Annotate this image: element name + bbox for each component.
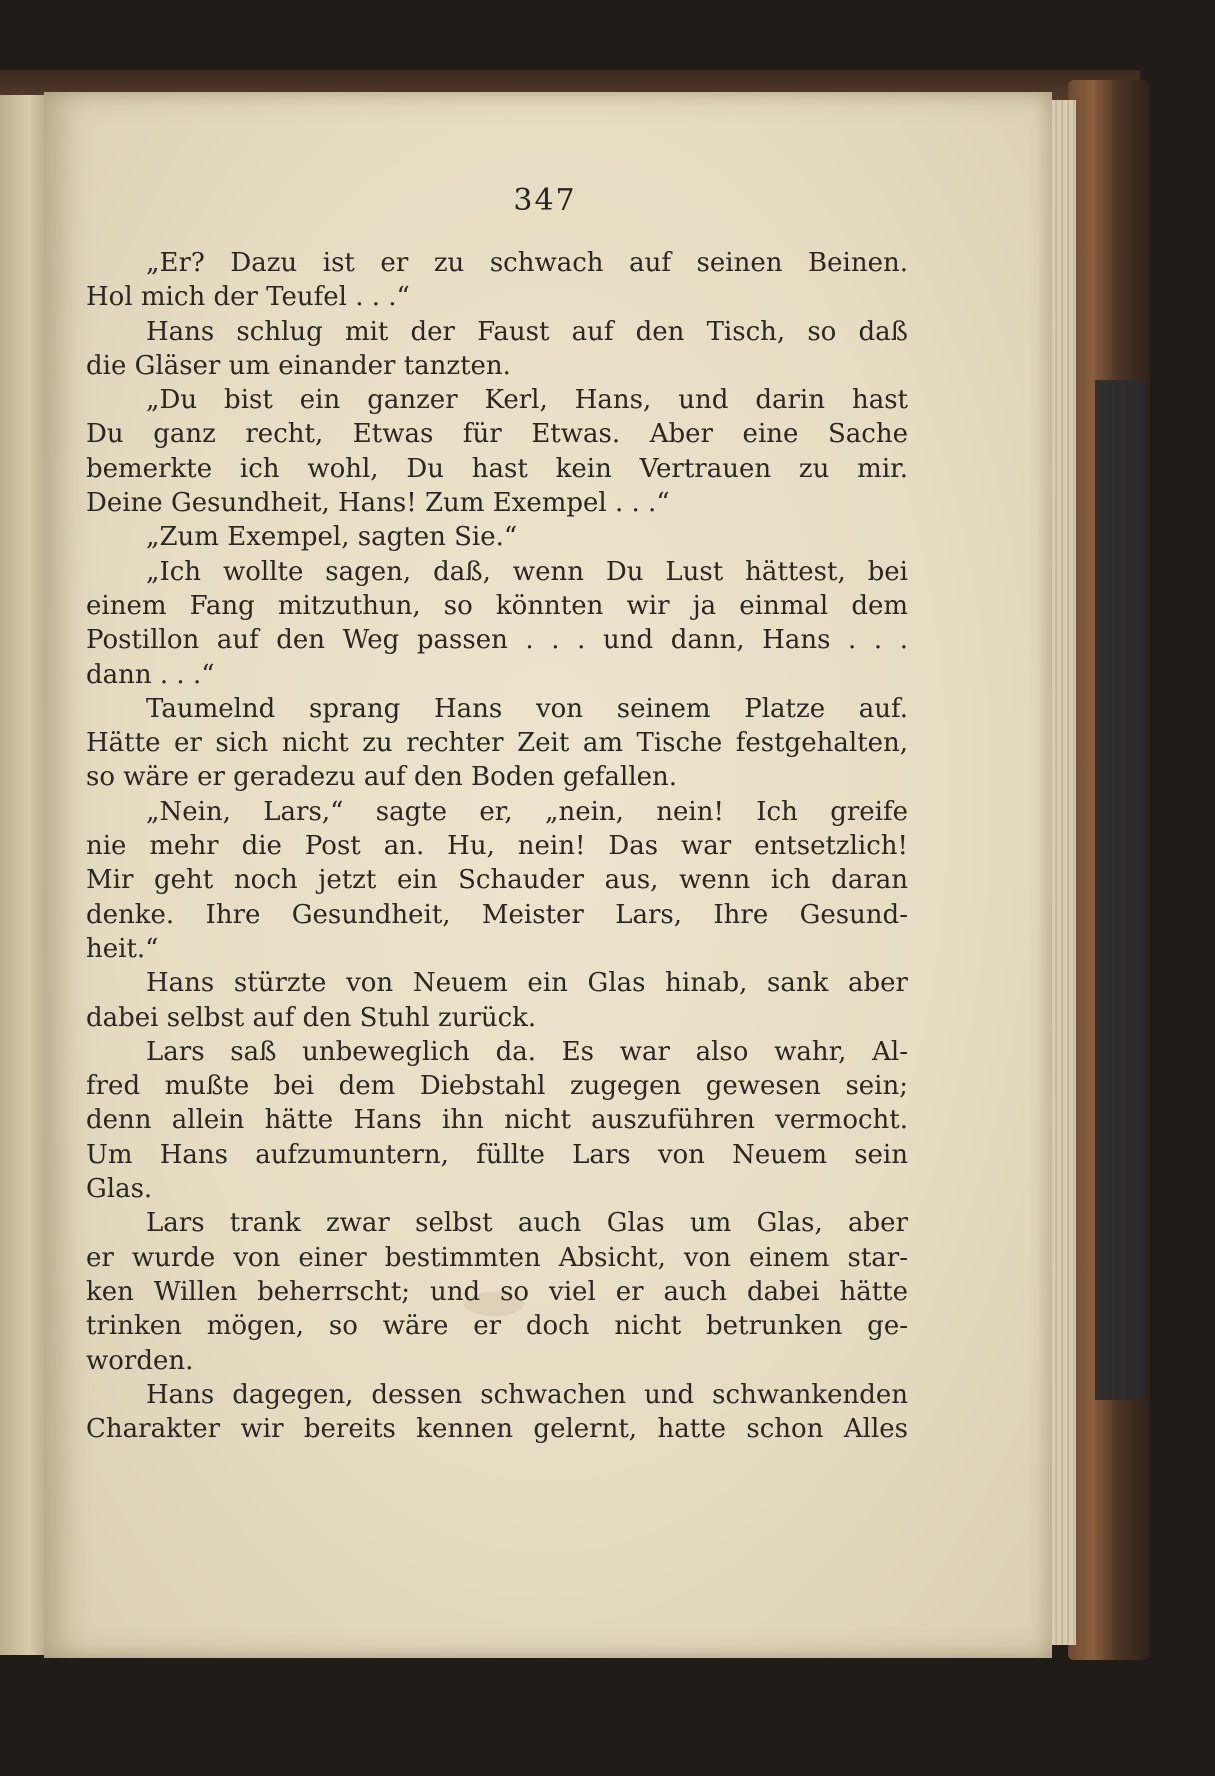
text-line: Hans dagegen, dessen schwachen und schwankenden [146, 1379, 908, 1410]
page-number: 347 [513, 183, 577, 218]
text-line: Hans schlug mit der Faust auf den Tisch, so daß [146, 316, 908, 347]
text-line: „Er? Dazu ist er zu schwach auf seinen Beinen. [146, 248, 908, 278]
text-line: heit.“ [86, 933, 159, 964]
text-line: denke. Ihre Gesundheit, Meister Lars, Ihre Gesund- [86, 899, 908, 930]
text-line: einem Fang mitzuthun, so könnten wir ja einmal dem [86, 590, 908, 621]
text-line: Hätte er sich nicht zu rechter Zeit am Tische festgehalten, [86, 728, 908, 759]
text-line: trinken mögen, so wäre er doch nicht betrunken ge- [86, 1311, 908, 1342]
text-line: dann . . .“ [86, 659, 215, 690]
text-line: „Zum Exempel, sagten Sie.“ [146, 522, 518, 553]
text-line: fred mußte bei dem Diebstahl zugegen gewesen sein; [86, 1071, 908, 1102]
text-line: Glas. [86, 1174, 153, 1205]
text-line: er wurde von einer bestimmten Absicht, von einem star- [86, 1242, 908, 1273]
text-line: Lars trank zwar selbst auch Glas um Glas, aber [146, 1208, 908, 1239]
body-text [86, 246, 908, 1446]
text-line: ken Willen beherrscht; und so viel er auch dabei hätte [86, 1276, 908, 1307]
text-line: so wäre er geradezu auf den Boden gefallen. [86, 762, 678, 793]
text-line: Postillon auf den Weg passen . . . und dann, Hans . . . [86, 625, 908, 656]
book-cover-cloth [1095, 380, 1145, 1400]
text-line: denn allein hätte Hans ihn nicht auszuführen vermocht. [86, 1105, 908, 1136]
text-line: bemerkte ich wohl, Du hast kein Vertrauen zu mir. [86, 453, 908, 484]
text-line: Um Hans aufzumuntern, füllte Lars von Neuem sein [86, 1139, 908, 1170]
text-line: Hol mich der Teufel . . .“ [86, 282, 410, 313]
text-line: die Gläser um einander tanzten. [86, 350, 511, 381]
text-line: Deine Gesundheit, Hans! Zum Exempel . . .“ [86, 488, 670, 519]
text-line: „Du bist ein ganzer Kerl, Hans, und darin hast [146, 385, 908, 416]
facing-page-edge [0, 95, 48, 1655]
text-line: Taumelnd sprang Hans von seinem Platze auf. [146, 693, 908, 724]
text-line: Charakter wir bereits kennen gelernt, hatte schon Alles [86, 1414, 908, 1445]
text-line: dabei selbst auf den Stuhl zurück. [86, 1002, 537, 1033]
text-line: „Nein, Lars,“ sagte er, „nein, nein! Ich greife [146, 796, 908, 827]
text-line: Lars saß unbeweglich da. Es war also wahr, Al- [146, 1036, 908, 1067]
text-line: Du ganz recht, Etwas für Etwas. Aber eine Sache [86, 419, 908, 450]
text-line: nie mehr die Post an. Hu, nein! Das war entsetzlich! [86, 831, 908, 862]
text-line: Hans stürzte von Neuem ein Glas hinab, sank aber [146, 968, 908, 999]
text-line: Mir geht noch jetzt ein Schauder aus, wenn ich daran [86, 865, 908, 896]
text-line: „Ich wollte sagen, daß, wenn Du Lust hättest, bei [146, 556, 908, 587]
text-line: worden. [86, 1345, 194, 1376]
